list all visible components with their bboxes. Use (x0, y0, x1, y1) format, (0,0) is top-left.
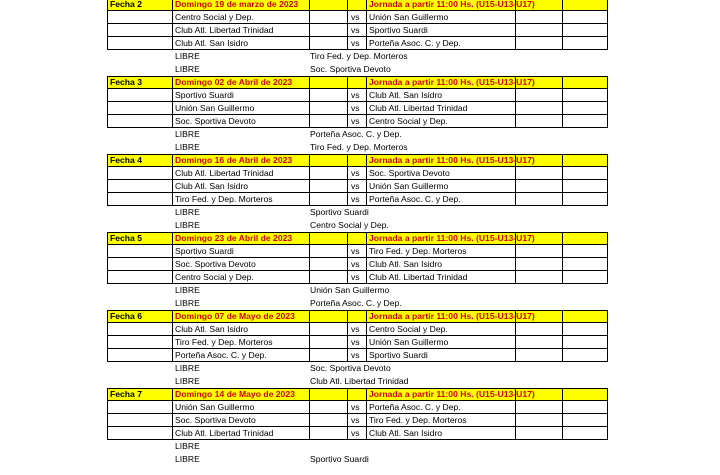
header-divider (366, 388, 367, 401)
away-team: Unión San Guillermo (369, 181, 449, 191)
grid-cell (309, 427, 347, 440)
header-divider (562, 310, 563, 323)
header-divider (366, 232, 367, 245)
away-team: Unión San Guillermo (369, 12, 449, 22)
grid-cell (562, 427, 608, 440)
grid-cell (309, 102, 347, 115)
home-team: Tiro Fed. y Dep. Morteros (175, 194, 273, 204)
grid-cell (309, 89, 347, 102)
bye-row (0, 141, 720, 154)
grid-cell (107, 258, 172, 271)
bye-team: Tiro Fed. y Dep. Morteros (310, 142, 408, 152)
bye-row (0, 362, 720, 375)
grid-cell (562, 245, 608, 258)
bye-team: Unión San Guillermo (310, 285, 390, 295)
match-row (0, 258, 720, 271)
grid-cell (515, 89, 562, 102)
round-date: Domingo 16 de Abril de 2023 (175, 155, 293, 165)
away-team: Club Atl. San Isidro (369, 90, 443, 100)
versus-label: vs (351, 415, 360, 425)
header-divider (562, 388, 563, 401)
home-team: Tiro Fed. y Dep. Morteros (175, 337, 273, 347)
grid-cell (562, 193, 608, 206)
round-number: Fecha 3 (110, 77, 143, 87)
bye-label: LIBRE (175, 51, 200, 61)
match-row (0, 427, 720, 440)
bye-row (0, 297, 720, 310)
away-team: Tiro Fed. y Dep. Morteros (369, 415, 467, 425)
away-team: Sportivo Suardi (369, 25, 428, 35)
versus-label: vs (351, 428, 360, 438)
bye-row (0, 453, 720, 466)
grid-cell (107, 180, 172, 193)
grid-cell (515, 102, 562, 115)
grid-cell (515, 245, 562, 258)
grid-cell (515, 414, 562, 427)
bye-label: LIBRE (175, 363, 200, 373)
versus-label: vs (351, 402, 360, 412)
round-header (0, 310, 720, 323)
bye-label: LIBRE (175, 142, 200, 152)
bye-row (0, 206, 720, 219)
match-row (0, 115, 720, 128)
header-divider (366, 154, 367, 167)
round-schedule: Jornada a partir 11:00 Hs. (U15-U13-U17) (369, 233, 535, 243)
bye-label: LIBRE (175, 207, 200, 217)
home-team: Club Atl. San Isidro (175, 324, 249, 334)
grid-cell (562, 349, 608, 362)
grid-cell (107, 427, 172, 440)
home-team: Club Atl. Libertad Trinidad (175, 428, 274, 438)
home-team: Soc. Sportiva Devoto (175, 116, 256, 126)
grid-cell (107, 11, 172, 24)
grid-cell (309, 349, 347, 362)
grid-cell (515, 167, 562, 180)
header-divider (347, 388, 348, 401)
header-divider (366, 76, 367, 89)
header-divider (366, 310, 367, 323)
home-team: Porteña Asoc. C. y Dep. (175, 350, 267, 360)
round-date: Domingo 14 de Mayo de 2023 (175, 389, 295, 399)
home-team: Club Atl. Libertad Trinidad (175, 25, 274, 35)
bye-team: Centro Social y Dep. (310, 220, 389, 230)
grid-cell (107, 401, 172, 414)
bye-row (0, 50, 720, 63)
bye-team: Sportivo Suardi (310, 454, 369, 464)
grid-cell (107, 245, 172, 258)
match-row (0, 102, 720, 115)
header-divider (562, 154, 563, 167)
grid-cell (562, 323, 608, 336)
home-team: Sportivo Suardi (175, 246, 234, 256)
grid-cell (515, 37, 562, 50)
bye-team: Club Atl. Libertad Trinidad (310, 376, 409, 386)
bye-label: LIBRE (175, 298, 200, 308)
away-team: Porteña Asoc. C. y Dep. (369, 402, 461, 412)
match-row (0, 11, 720, 24)
bye-label: LIBRE (175, 285, 200, 295)
grid-cell (562, 11, 608, 24)
versus-label: vs (351, 324, 360, 334)
grid-cell (309, 193, 347, 206)
away-team: Club Atl. Libertad Trinidad (369, 272, 468, 282)
versus-label: vs (351, 350, 360, 360)
match-row (0, 414, 720, 427)
round-header (0, 0, 720, 11)
grid-cell (515, 258, 562, 271)
match-row (0, 401, 720, 414)
grid-cell (309, 245, 347, 258)
grid-cell (562, 24, 608, 37)
header-divider (172, 0, 173, 11)
versus-label: vs (351, 194, 360, 204)
grid-cell (562, 401, 608, 414)
bye-team: Sportivo Suardi (310, 207, 369, 217)
match-row (0, 245, 720, 258)
grid-cell (309, 167, 347, 180)
match-row (0, 349, 720, 362)
home-team: Centro Social y Dep. (175, 12, 254, 22)
grid-cell (515, 427, 562, 440)
grid-cell (562, 37, 608, 50)
grid-cell (309, 180, 347, 193)
match-row (0, 37, 720, 50)
away-team: Club Atl. Libertad Trinidad (369, 103, 468, 113)
grid-cell (309, 115, 347, 128)
round-number: Fecha 5 (110, 233, 143, 243)
bye-team: Soc. Sportiva Devoto (310, 64, 391, 74)
away-team: Porteña Asoc. C. y Dep. (369, 38, 461, 48)
grid-cell (562, 414, 608, 427)
match-row (0, 193, 720, 206)
grid-cell (107, 193, 172, 206)
header-divider (172, 310, 173, 323)
grid-cell (309, 323, 347, 336)
match-row (0, 167, 720, 180)
round-header (0, 76, 720, 89)
grid-cell (515, 11, 562, 24)
match-row (0, 271, 720, 284)
grid-cell (515, 193, 562, 206)
match-row (0, 336, 720, 349)
bye-label: LIBRE (175, 441, 200, 451)
bye-label: LIBRE (175, 220, 200, 230)
versus-label: vs (351, 25, 360, 35)
grid-cell (107, 271, 172, 284)
home-team: Soc. Sportiva Devoto (175, 415, 256, 425)
away-team: Club Atl. San Isidro (369, 428, 443, 438)
header-divider (172, 388, 173, 401)
bye-row (0, 440, 720, 453)
header-divider (347, 76, 348, 89)
home-team: Sportivo Suardi (175, 90, 234, 100)
grid-cell (562, 336, 608, 349)
match-row (0, 89, 720, 102)
home-team: Unión San Guillermo (175, 402, 255, 412)
round-date: Domingo 23 de Abril de 2023 (175, 233, 293, 243)
versus-label: vs (351, 272, 360, 282)
grid-cell (562, 89, 608, 102)
round-number: Fecha 2 (110, 0, 143, 9)
round-schedule: Jornada a partir 11:00 Hs. (U15-U13-U17) (369, 155, 535, 165)
grid-cell (309, 414, 347, 427)
home-team: Club Atl. Libertad Trinidad (175, 168, 274, 178)
bye-team: Porteña Asoc. C. y Dep. (310, 129, 402, 139)
versus-label: vs (351, 116, 360, 126)
away-team: Unión San Guillermo (369, 337, 449, 347)
grid-cell (562, 167, 608, 180)
away-team: Sportivo Suardi (369, 350, 428, 360)
header-divider (347, 154, 348, 167)
home-team: Soc. Sportiva Devoto (175, 259, 256, 269)
match-row (0, 180, 720, 193)
round-number: Fecha 7 (110, 389, 143, 399)
grid-cell (515, 401, 562, 414)
header-divider (562, 232, 563, 245)
header-divider (366, 0, 367, 11)
grid-cell (562, 102, 608, 115)
bye-row (0, 284, 720, 297)
header-divider (562, 76, 563, 89)
grid-cell (107, 323, 172, 336)
grid-cell (309, 271, 347, 284)
grid-cell (309, 24, 347, 37)
grid-cell (562, 180, 608, 193)
versus-label: vs (351, 259, 360, 269)
grid-cell (515, 115, 562, 128)
round-header (0, 388, 720, 401)
bye-label: LIBRE (175, 454, 200, 464)
away-team: Porteña Asoc. C. y Dep. (369, 194, 461, 204)
round-schedule: Jornada a partir 11:00 Hs. (U15-U13-U17) (369, 0, 535, 9)
round-date: Domingo 02 de Abril de 2023 (175, 77, 293, 87)
match-row (0, 323, 720, 336)
round-schedule: Jornada a partir 11:00 Hs. (U15-U13-U17) (369, 389, 535, 399)
header-divider (347, 0, 348, 11)
away-team: Tiro Fed. y Dep. Morteros (369, 246, 467, 256)
grid-cell (309, 11, 347, 24)
versus-label: vs (351, 12, 360, 22)
bye-team: Soc. Sportiva Devoto (310, 363, 391, 373)
grid-cell (107, 102, 172, 115)
bye-row (0, 375, 720, 388)
away-team: Centro Social y Dep. (369, 116, 448, 126)
home-team: Centro Social y Dep. (175, 272, 254, 282)
round-number: Fecha 4 (110, 155, 143, 165)
header-divider (562, 0, 563, 11)
grid-cell (309, 336, 347, 349)
bye-label: LIBRE (175, 376, 200, 386)
versus-label: vs (351, 168, 360, 178)
round-schedule: Jornada a partir 11:00 Hs. (U15-U13-U17) (369, 77, 535, 87)
grid-cell (107, 37, 172, 50)
round-header (0, 232, 720, 245)
header-divider (347, 310, 348, 323)
round-schedule: Jornada a partir 11:00 Hs. (U15-U13-U17) (369, 311, 535, 321)
bye-team: Porteña Asoc. C. y Dep. (310, 298, 402, 308)
home-team: Unión San Guillermo (175, 103, 255, 113)
match-row (0, 24, 720, 37)
versus-label: vs (351, 38, 360, 48)
versus-label: vs (351, 103, 360, 113)
bye-row (0, 219, 720, 232)
grid-cell (562, 258, 608, 271)
bye-label: LIBRE (175, 129, 200, 139)
grid-cell (107, 24, 172, 37)
grid-cell (515, 323, 562, 336)
header-divider (347, 232, 348, 245)
grid-cell (515, 349, 562, 362)
round-number: Fecha 6 (110, 311, 143, 321)
home-team: Club Atl. San Isidro (175, 38, 249, 48)
bye-label: LIBRE (175, 64, 200, 74)
bye-row (0, 128, 720, 141)
versus-label: vs (351, 337, 360, 347)
round-header (0, 154, 720, 167)
header-divider (172, 154, 173, 167)
grid-cell (107, 115, 172, 128)
bye-team: Tiro Fed. y Dep. Morteros (310, 51, 408, 61)
bye-row (0, 63, 720, 76)
grid-cell (515, 336, 562, 349)
grid-cell (107, 414, 172, 427)
grid-cell (309, 37, 347, 50)
grid-cell (107, 349, 172, 362)
grid-cell (515, 24, 562, 37)
header-divider (172, 232, 173, 245)
round-date: Domingo 07 de Mayo de 2023 (175, 311, 295, 321)
grid-cell (107, 336, 172, 349)
header-divider (172, 76, 173, 89)
grid-cell (107, 167, 172, 180)
grid-cell (515, 271, 562, 284)
grid-cell (107, 89, 172, 102)
grid-cell (562, 115, 608, 128)
versus-label: vs (351, 90, 360, 100)
grid-cell (562, 271, 608, 284)
away-team: Centro Social y Dep. (369, 324, 448, 334)
round-date: Domingo 19 de marzo de 2023 (175, 0, 299, 9)
grid-cell (309, 258, 347, 271)
grid-cell (515, 180, 562, 193)
versus-label: vs (351, 181, 360, 191)
versus-label: vs (351, 246, 360, 256)
away-team: Club Atl. San Isidro (369, 259, 443, 269)
away-team: Soc. Sportiva Devoto (369, 168, 450, 178)
grid-cell (309, 401, 347, 414)
home-team: Club Atl. San Isidro (175, 181, 249, 191)
